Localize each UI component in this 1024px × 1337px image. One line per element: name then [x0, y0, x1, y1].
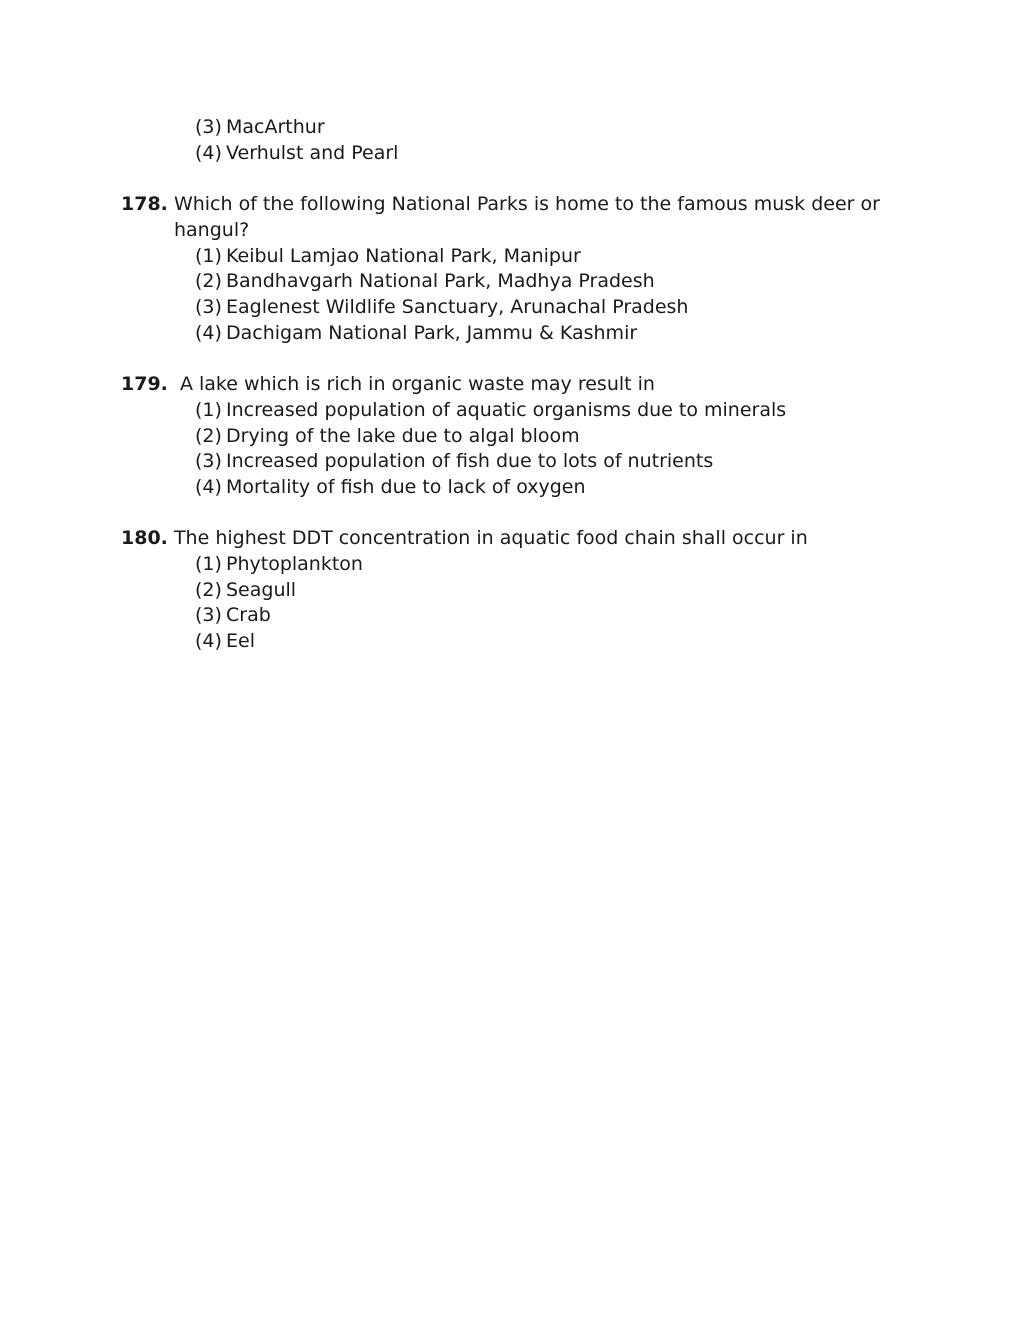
- question-text: Which of the following National Parks is home to the famous musk deer or: [173, 193, 880, 215]
- question-179-option-4: [195, 474, 586, 500]
- option-text: Verhulst and Pearl: [226, 142, 399, 164]
- option-text: Phytoplankton: [226, 553, 363, 575]
- option-number: (4): [195, 322, 222, 344]
- option-number: (4): [195, 142, 222, 164]
- question-text: The highest DDT concentration in aquatic food chain shall occur in: [173, 527, 808, 549]
- question-178-option-3: [195, 294, 688, 320]
- question-178-stem-cont: [174, 217, 249, 243]
- option-number: (4): [195, 476, 222, 498]
- question-180-option-4: [195, 628, 255, 654]
- option-text: Seagull: [226, 579, 297, 601]
- option-number: (3): [195, 116, 222, 138]
- option-text: Increased population of aquatic organisms due to minerals: [226, 399, 787, 421]
- question-180-stem: [121, 525, 808, 551]
- question-178-option-1: [195, 243, 581, 269]
- question-178-option-4: [195, 320, 637, 346]
- option-text: Eaglenest Wildlife Sanctuary, Arunachal Pradesh: [226, 296, 689, 318]
- question-179-option-1: [195, 397, 786, 423]
- question-180-option-3: [195, 602, 271, 628]
- question-180-option-2: [195, 577, 296, 603]
- option-number: (3): [195, 604, 222, 626]
- question-text: hangul?: [174, 219, 250, 241]
- question-179-option-2: [195, 423, 580, 449]
- option-number: (1): [195, 245, 222, 267]
- question-number: 180.: [121, 527, 168, 549]
- carryover-option-3: [195, 114, 325, 140]
- option-text: Drying of the lake due to algal bloom: [226, 425, 580, 447]
- question-179-stem: [121, 371, 655, 397]
- option-number: (4): [195, 630, 222, 652]
- option-number: (2): [195, 270, 222, 292]
- question-180-option-1: [195, 551, 363, 577]
- option-text: MacArthur: [226, 116, 325, 138]
- option-text: Increased population of fish due to lots of nutrients: [226, 450, 714, 472]
- option-text: Crab: [226, 604, 271, 626]
- option-number: (3): [195, 450, 222, 472]
- question-178-option-2: [195, 268, 655, 294]
- question-text: A lake which is rich in organic waste may result in: [179, 373, 655, 395]
- question-number: 179.: [121, 373, 168, 395]
- option-number: (3): [195, 296, 222, 318]
- option-text: Keibul Lamjao National Park, Manipur: [226, 245, 581, 267]
- option-text: Dachigam National Park, Jammu & Kashmir: [226, 322, 638, 344]
- option-text: Mortality of fish due to lack of oxygen: [226, 476, 586, 498]
- option-number: (2): [195, 579, 222, 601]
- question-178-stem: [121, 191, 880, 217]
- question-179-option-3: [195, 448, 713, 474]
- option-text: Bandhavgarh National Park, Madhya Pradesh: [226, 270, 655, 292]
- option-number: (1): [195, 399, 222, 421]
- question-number: 178.: [121, 193, 168, 215]
- option-text: Eel: [226, 630, 255, 652]
- carryover-option-4: [195, 140, 398, 166]
- option-number: (2): [195, 425, 222, 447]
- option-number: (1): [195, 553, 222, 575]
